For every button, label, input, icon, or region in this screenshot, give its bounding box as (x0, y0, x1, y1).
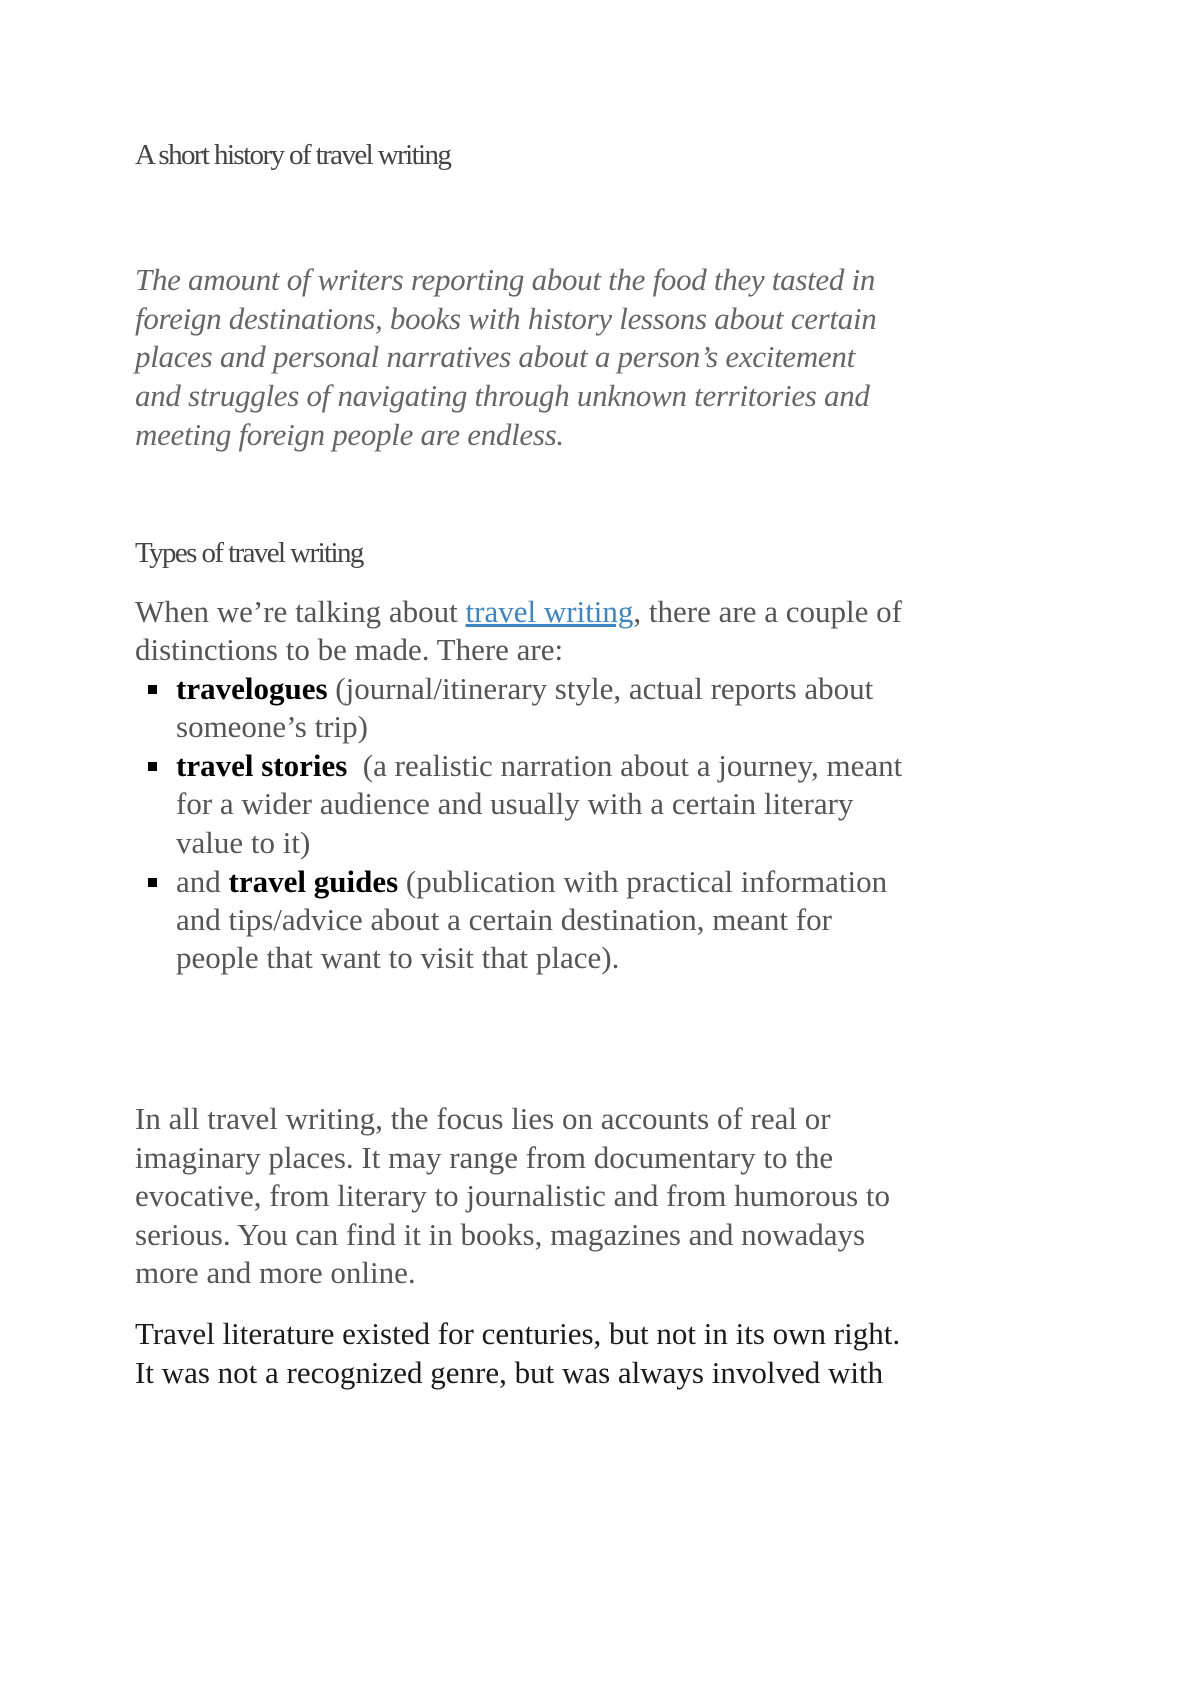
bullet-icon (148, 762, 157, 771)
text: and (176, 864, 229, 899)
text: (a realistic narration about a journey, meant (347, 748, 903, 783)
intro-line: places and personal narratives about a person’s excitement (135, 339, 855, 374)
intro-line: and struggles of navigating through unknown territories and (135, 378, 870, 413)
term: travelogues (176, 671, 328, 706)
paragraph-line: In all travel writing, the focus lies on accounts of real or (135, 1101, 831, 1136)
intro-line: The amount of writers reporting about the food they tasted in (135, 262, 876, 297)
list-item-line: people that want to visit that place). (176, 940, 620, 975)
bullet-icon (148, 685, 157, 694)
text: , there are a couple of (633, 594, 902, 629)
types-intro-line (135, 592, 902, 632)
types-heading: Types of travel writing (135, 537, 363, 569)
text: (publication with practical information (398, 864, 888, 899)
list-item-line: and tips/advice about a certain destination, meant for (176, 902, 832, 937)
term: travel guides (228, 864, 399, 899)
text: When we’re talking about (135, 594, 466, 629)
intro-line: foreign destinations, books with history lessons about certain (135, 301, 877, 336)
list-item (176, 746, 902, 786)
list-item-line: someone’s trip) (176, 709, 368, 744)
paragraph-line: serious. You can find it in books, magazines and nowadays (135, 1217, 866, 1252)
paragraph-line: imaginary places. It may range from documentary to the (135, 1140, 834, 1175)
paragraph-line: It was not a recognized genre, but was always involved with (135, 1355, 884, 1390)
list-item-line: for a wider audience and usually with a certain literary (176, 786, 854, 821)
paragraph-line: evocative, from literary to journalistic and from humorous to (135, 1178, 890, 1213)
list-item-line: value to it) (176, 825, 311, 860)
term: travel stories (176, 748, 348, 783)
document-title: A short history of travel writing (135, 139, 451, 171)
travel-writing-link[interactable]: travel writing (465, 594, 634, 629)
paragraph-line: more and more online. (135, 1255, 416, 1290)
types-intro-line: distinctions to be made. There are: (135, 632, 564, 667)
text: (journal/itinerary style, actual reports about (327, 671, 874, 706)
list-item (176, 862, 887, 902)
intro-line: meeting foreign people are endless. (135, 417, 564, 452)
paragraph-line: Travel literature existed for centuries, but not in its own right. (135, 1316, 901, 1351)
list-item (176, 669, 873, 709)
bullet-icon (148, 878, 157, 887)
